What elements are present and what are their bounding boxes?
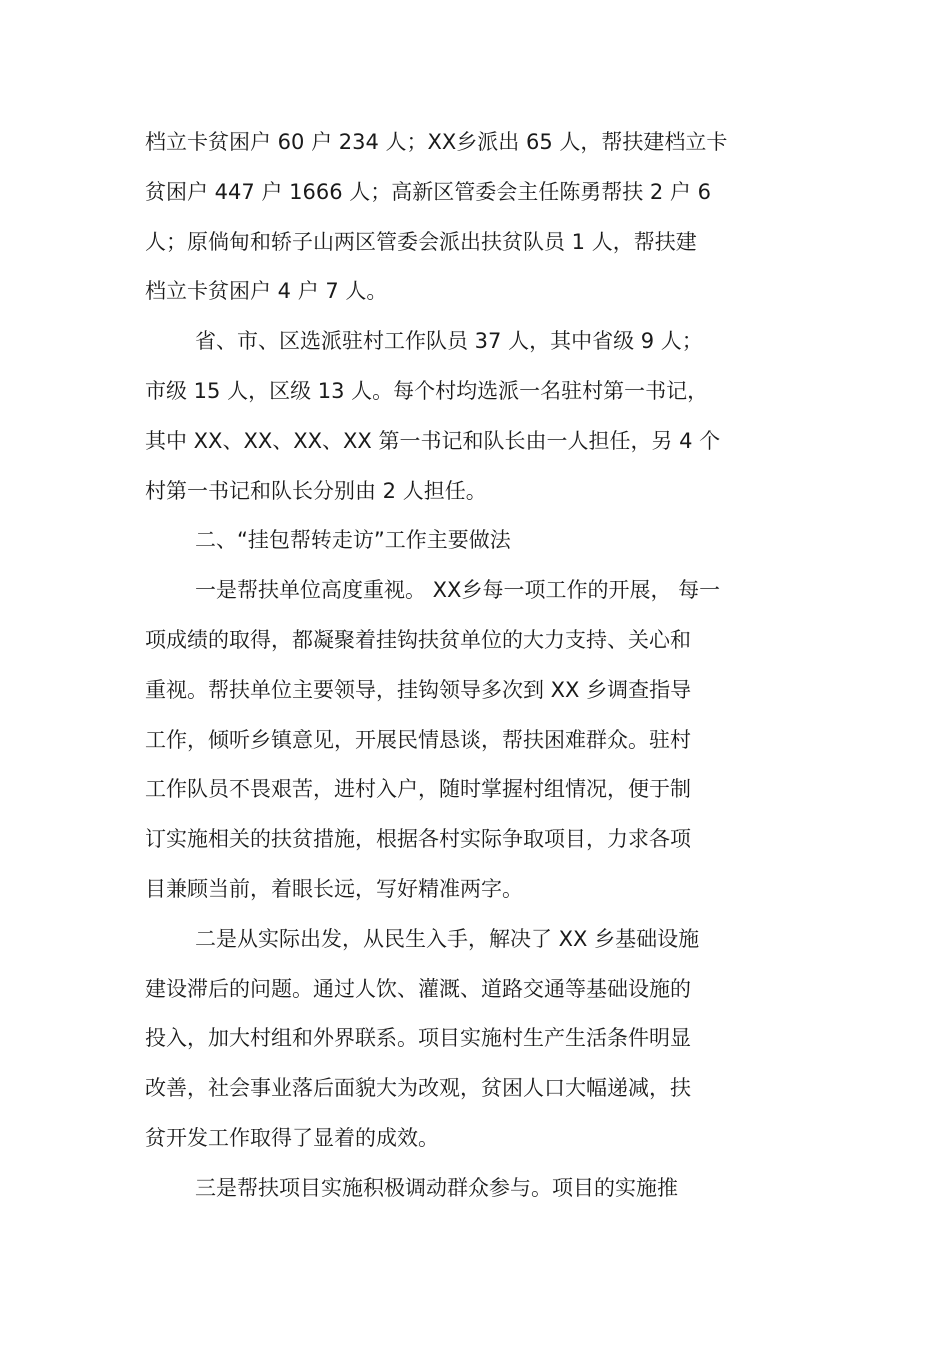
text-line: 档立卡贫困户 4 户 7 人。 [145, 279, 388, 303]
text-line: 人；原倘甸和轿子山两区管委会派出扶贫队员 1 人，帮扶建 [145, 230, 697, 254]
text-line: 投入，加大村组和外界联系。项目实施村生产生活条件明显 [145, 1026, 691, 1050]
text-line: 档立卡贫困户 60 户 234 人；XX乡派出 65 人，帮扶建档立卡 [145, 130, 728, 154]
text-line: 三是帮扶项目实施积极调动群众参与。项目的实施推 [195, 1176, 678, 1200]
text-line: 工作，倾听乡镇意见，开展民情恳谈，帮扶困难群众。驻村 [145, 728, 691, 752]
text-line: 贫开发工作取得了显着的成效。 [145, 1126, 439, 1150]
text-line: 省、市、区选派驻村工作队员 37 人，其中省级 9 人； [195, 329, 703, 353]
section-heading: 二、“挂包帮转走访”工作主要做法 [195, 528, 511, 552]
text-line: 改善，社会事业落后面貌大为改观，贫困人口大幅递减，扶 [145, 1076, 691, 1100]
text-line: 订实施相关的扶贫措施，根据各村实际争取项目，力求各项 [145, 827, 691, 851]
text-line: 目兼顾当前，着眼长远，写好精准两字。 [145, 877, 523, 901]
text-line: 其中 XX、XX、XX、XX 第一书记和队长由一人担任，另 4 个 [145, 429, 721, 453]
text-line: 二是从实际出发，从民生入手，解决了 XX 乡基础设施 [195, 927, 700, 951]
text-line: 建设滞后的问题。通过人饮、灌溉、道路交通等基础设施的 [145, 977, 691, 1001]
text-line: 贫困户 447 户 1666 人；高新区管委会主任陈勇帮扶 2 户 6 [145, 180, 711, 204]
text-line: 村第一书记和队长分别由 2 人担任。 [145, 479, 487, 503]
text-line: 一是帮扶单位高度重视。 XX乡每一项工作的开展， 每一 [195, 578, 721, 602]
text-line: 重视。帮扶单位主要领导，挂钩领导多次到 XX 乡调查指导 [145, 678, 692, 702]
text-line: 项成绩的取得，都凝聚着挂钩扶贫单位的大力支持、关心和 [145, 628, 691, 652]
text-line: 市级 15 人，区级 13 人。每个村均选派一名驻村第一书记， [145, 379, 709, 403]
text-line: 工作队员不畏艰苦，进村入户，随时掌握村组情况，便于制 [145, 777, 691, 801]
